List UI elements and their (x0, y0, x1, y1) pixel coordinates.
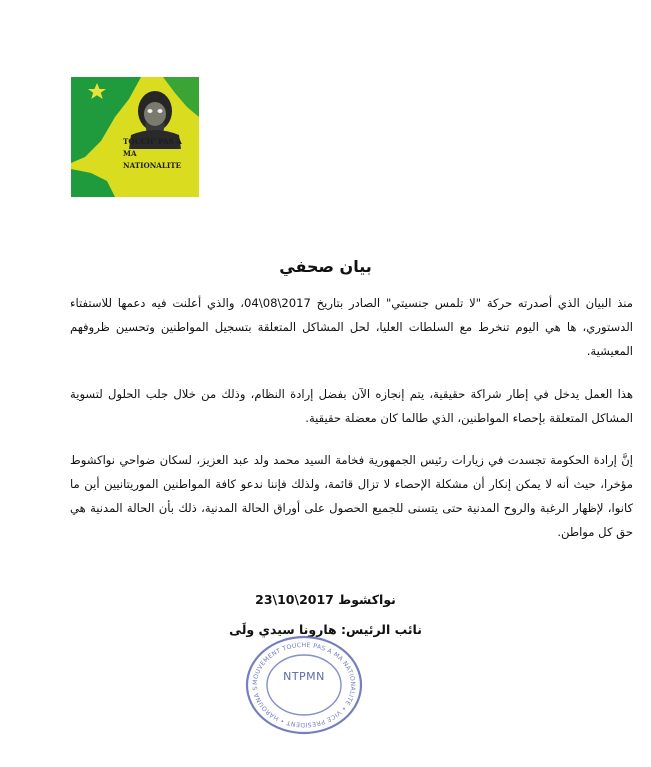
stamp-seal-icon (243, 633, 365, 737)
body-paragraph: هذا العمل يدخل في إطار شراكة حقيقية، يتم إنجازه الآن بفضل إرادة النظام، وذلك من خلال جلب الحلول لتسوية المشاكل المتعلقة بإحصاء المواطنين، الذي طالما كان معضلة حقيقية. (70, 387, 633, 425)
movement-logo (71, 77, 199, 197)
logo-caption-line: MA (123, 149, 137, 158)
official-stamp (243, 633, 365, 737)
stamp-center-text: NTPMN (283, 670, 325, 683)
logo-caption-line: NATIONALITE (123, 161, 182, 170)
body-paragraph: منذ البيان الذي أصدرته حركة "لا تلمس جنسيتي" الصادر بتاريخ 2017\08\04، والذي أعلنت فيه دعمها للاستفتاء الدستوري، ها هي اليوم تنخرط مع السلطات العليا، لحل المشاكل المتعلقة بتسجيل المواطنين وتحسين ظروفهم المعيشية. (70, 296, 634, 358)
logo-caption (123, 136, 199, 172)
document-title: بيان صحفي (279, 257, 372, 276)
date-line: نواكشوط 2017\10\23 (255, 592, 396, 607)
logo-caption-line: TOUCH' PAS A (123, 137, 182, 146)
body-paragraph: إنَّ إرادة الحكومة تجسدت في زيارات رئيس الجمهورية فخامة السيد محمد ولد عبد العزيز، لسكان ضواحي نواكشوط مؤخرا، حيث أنه لا يمكن إنكار أن مشكلة الإحصاء لا تزال قائمة، ولذلك فإننا ندعو كافة المواطنين الموريتانيين أين ما كانوا، لإظهار الرغبة والروح المدنية حتى يتسنى للجميع الحصول على أوراق الحالة المدنية، ذلك بأن الحالة المدنية هي حق كل مواطن. (70, 453, 633, 539)
stamp-ring-text: MOUVEMENT TOUCHE PAS A MA NATIONALITE • VICE PRESIDENT • HAROUNA S (251, 641, 357, 729)
signatory-line: نائب الرئيس: هارونا سيدي ولَى (229, 622, 422, 637)
